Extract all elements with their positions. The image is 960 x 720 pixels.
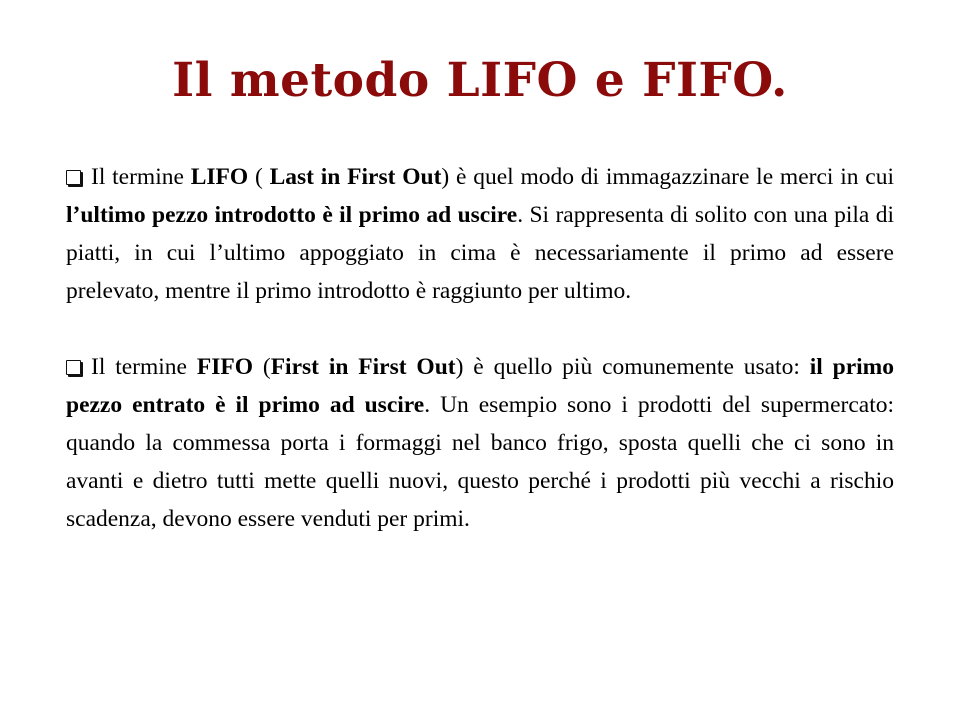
seg: FIFO [196, 354, 253, 380]
paragraph-fifo [66, 348, 894, 538]
seg: First in First Out [270, 354, 456, 380]
seg: ( [248, 164, 270, 190]
seg: l’ultimo pezzo introdotto è il primo ad uscire [66, 202, 518, 228]
seg: LIFO [190, 164, 249, 190]
seg: ) è quel modo di immagazzinare le merci in cui [441, 164, 894, 190]
seg: Il termine [91, 164, 191, 190]
square-bullet-icon [66, 170, 81, 185]
slide-title: Il metodo LIFO e FIFO. [172, 53, 788, 108]
seg: ( [253, 354, 271, 380]
square-bullet-icon [66, 360, 81, 375]
seg: Last in First Out [269, 164, 442, 190]
seg: Il termine [91, 354, 197, 380]
seg: . Si rappresenta di solito con una pila di piatti, in cui l’ultimo appoggiato in cima è necessariamente il primo ad essere prelevato, mentre il primo introdotto è raggiunto per ultimo. [66, 202, 894, 304]
seg: ) è quello più comunemente usato: [455, 354, 810, 380]
paragraph-lifo [66, 158, 894, 310]
slide-body [66, 158, 894, 538]
seg: il primo pezzo entrato è il primo ad uscire [66, 354, 895, 418]
seg: . Un esempio sono i prodotti del supermercato: quando la commessa porta i formaggi nel banco frigo, sposta quelli che ci sono in avanti e dietro tutti mette quelli nuovi, questo perché i prodotti più vecchi a rischio scadenza, devono essere venduti per primi. [66, 392, 895, 532]
